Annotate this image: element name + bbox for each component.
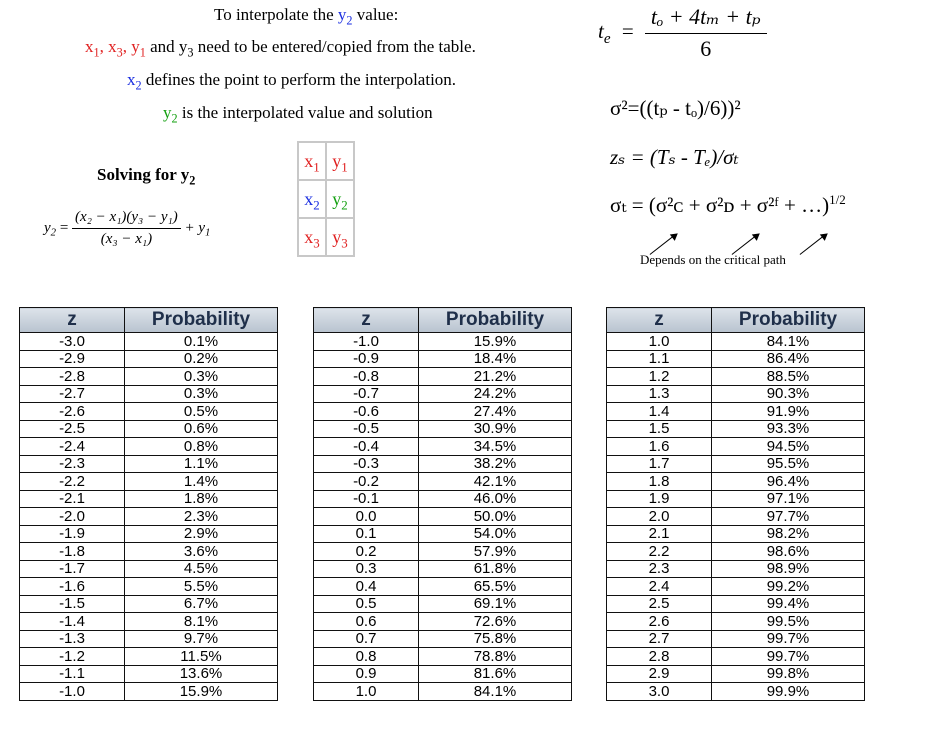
probability-cell: 75.8% — [419, 630, 572, 648]
table-row — [20, 403, 278, 421]
instruction-line-x2: $x_2$ defines the point to perform the interpolation. — [127, 70, 457, 93]
probability-cell: 0.3% — [125, 385, 278, 403]
z-cell: 0.7 — [314, 630, 419, 648]
critical-path-note: Depends on the critical path — [640, 252, 786, 267]
z-cell: -1.8 — [20, 543, 125, 561]
table-row — [607, 560, 865, 578]
table-row — [20, 648, 278, 666]
z-header: z — [314, 308, 419, 333]
table-row — [607, 333, 865, 351]
te-denominator: 6 — [700, 36, 712, 61]
formula-numerator: (x₂ − x₁)(y₃ − y₁) — [72, 209, 181, 229]
table-row — [607, 613, 865, 631]
table-row — [314, 543, 572, 561]
z-cell: -1.3 — [20, 630, 125, 648]
table-row — [607, 665, 865, 683]
table-row — [20, 683, 278, 701]
probability-cell: 4.5% — [125, 560, 278, 578]
probability-cell: 9.7% — [125, 630, 278, 648]
table-row — [607, 350, 865, 368]
probability-cell: 1.4% — [125, 473, 278, 491]
z-cell: -0.1 — [314, 490, 419, 508]
z-cell: -2.1 — [20, 490, 125, 508]
probability-cell: 84.1% — [712, 333, 865, 351]
arrowhead-icon — [670, 230, 680, 241]
table-row — [607, 630, 865, 648]
z-cell: -1.1 — [20, 665, 125, 683]
probability-cell: 99.9% — [712, 683, 865, 701]
probability-cell: 96.4% — [712, 473, 865, 491]
probability-cell: 98.9% — [712, 560, 865, 578]
z-cell: 2.0 — [607, 508, 712, 526]
z-cell: -0.8 — [314, 368, 419, 386]
z-cell: 1.8 — [607, 473, 712, 491]
table-row — [607, 543, 865, 561]
z-cell: 3.0 — [607, 683, 712, 701]
probability-cell: 99.8% — [712, 665, 865, 683]
probability-header: Probability — [125, 308, 278, 333]
table-row — [314, 403, 572, 421]
z-cell: -1.5 — [20, 595, 125, 613]
probability-cell: 50.0% — [419, 508, 572, 526]
probability-cell: 11.5% — [125, 648, 278, 666]
solving-label: Solving for $y_2$ — [97, 165, 196, 188]
table-row — [20, 490, 278, 508]
variance-formula: σ²=((tₚ - tₒ)/6))² — [610, 96, 741, 120]
table-row — [607, 683, 865, 701]
probability-cell: 93.3% — [712, 420, 865, 438]
table-row — [20, 455, 278, 473]
probability-cell: 72.6% — [419, 613, 572, 631]
z-cell: -2.7 — [20, 385, 125, 403]
table-row — [20, 578, 278, 596]
z-cell: 0.8 — [314, 648, 419, 666]
probability-cell: 98.2% — [712, 525, 865, 543]
grid-y1: $y_1$ — [326, 142, 354, 180]
z-cell: 2.7 — [607, 630, 712, 648]
instruction-line-entered: $x_1$, $x_3$, $y_1$ and $y_3$ need to be entered/copied from the table. — [85, 37, 476, 60]
probability-cell: 97.7% — [712, 508, 865, 526]
probability-cell: 3.6% — [125, 543, 278, 561]
z-cell: -2.3 — [20, 455, 125, 473]
z-table-2 — [313, 307, 572, 701]
table-row — [314, 665, 572, 683]
table-row — [607, 438, 865, 456]
probability-cell: 6.7% — [125, 595, 278, 613]
z-cell: 0.9 — [314, 665, 419, 683]
probability-cell: 0.3% — [125, 368, 278, 386]
table-row — [314, 613, 572, 631]
z-cell: 1.0 — [314, 683, 419, 701]
z-cell: -2.6 — [20, 403, 125, 421]
probability-cell: 15.9% — [125, 683, 278, 701]
table-row — [20, 525, 278, 543]
z-cell: -2.2 — [20, 473, 125, 491]
z-cell: -1.0 — [20, 683, 125, 701]
z-cell: -0.5 — [314, 420, 419, 438]
z-cell: -2.8 — [20, 368, 125, 386]
sigma-t-formula: σₜ = (σ²ᴄ + σ²ᴅ + σ²ᶠ + …)$^{1/2}$ — [610, 192, 846, 217]
probability-cell: 18.4% — [419, 350, 572, 368]
table-row — [20, 385, 278, 403]
probability-cell: 42.1% — [419, 473, 572, 491]
table-row — [607, 525, 865, 543]
probability-cell: 0.2% — [125, 350, 278, 368]
table-row — [314, 648, 572, 666]
table-row — [20, 543, 278, 561]
z-table-3 — [606, 307, 865, 701]
z-cell: 0.5 — [314, 595, 419, 613]
probability-cell: 0.8% — [125, 438, 278, 456]
z-cell: 0.2 — [314, 543, 419, 561]
table-row — [607, 368, 865, 386]
probability-cell: 57.9% — [419, 543, 572, 561]
probability-cell: 97.1% — [712, 490, 865, 508]
z-cell: -0.4 — [314, 438, 419, 456]
probability-cell: 8.1% — [125, 613, 278, 631]
z-cell: 2.4 — [607, 578, 712, 596]
probability-cell: 0.5% — [125, 403, 278, 421]
probability-cell: 69.1% — [419, 595, 572, 613]
table-row — [314, 455, 572, 473]
probability-cell: 95.5% — [712, 455, 865, 473]
probability-cell: 98.6% — [712, 543, 865, 561]
table-row — [20, 420, 278, 438]
table-row — [314, 333, 572, 351]
probability-cell: 2.3% — [125, 508, 278, 526]
z-cell: 2.5 — [607, 595, 712, 613]
table-row — [314, 630, 572, 648]
instruction-line-y2: $y_2$ is the interpolated value and solution — [163, 103, 433, 126]
probability-cell: 34.5% — [419, 438, 572, 456]
table-row — [314, 525, 572, 543]
z-cell: 0.1 — [314, 525, 419, 543]
arrowhead-icon — [752, 230, 762, 241]
probability-cell: 38.2% — [419, 455, 572, 473]
probability-cell: 1.8% — [125, 490, 278, 508]
table-row — [607, 473, 865, 491]
z-cell: 2.1 — [607, 525, 712, 543]
z-cell: 1.5 — [607, 420, 712, 438]
probability-cell: 81.6% — [419, 665, 572, 683]
table-row — [20, 368, 278, 386]
z-cell: 1.7 — [607, 455, 712, 473]
table-row — [607, 508, 865, 526]
grid-y2: $y_2$ — [326, 180, 354, 218]
te-numerator: tₒ + 4tₘ + tₚ — [645, 4, 767, 34]
z-cell: -0.2 — [314, 473, 419, 491]
z-cell: 0.6 — [314, 613, 419, 631]
grid-x3: $x_3$ — [298, 218, 326, 256]
z-cell: 1.1 — [607, 350, 712, 368]
te-formula: $t_e$ = $\frac{\text{tₒ + 4tₘ + tₚ}}{6}$ — [598, 4, 767, 62]
table-row — [607, 455, 865, 473]
table-row — [20, 350, 278, 368]
z-cell: -1.7 — [20, 560, 125, 578]
z-cell: -2.4 — [20, 438, 125, 456]
arrow-f — [800, 234, 826, 255]
z-cell: -1.0 — [314, 333, 419, 351]
probability-cell: 54.0% — [419, 525, 572, 543]
table-row — [314, 578, 572, 596]
probability-cell: 21.2% — [419, 368, 572, 386]
table-row — [314, 350, 572, 368]
table-row — [314, 560, 572, 578]
table-row — [314, 420, 572, 438]
table-row — [314, 368, 572, 386]
table-row — [20, 613, 278, 631]
probability-cell: 99.2% — [712, 578, 865, 596]
table-row — [607, 595, 865, 613]
table-row — [20, 333, 278, 351]
z-cell: -0.6 — [314, 403, 419, 421]
table-row — [607, 490, 865, 508]
z-cell: 1.9 — [607, 490, 712, 508]
table-row — [607, 403, 865, 421]
probability-cell: 99.7% — [712, 630, 865, 648]
probability-cell: 61.8% — [419, 560, 572, 578]
z-score-formula: zₛ = (Tₛ - Tₑ)/σₜ — [610, 145, 739, 169]
table-row — [314, 490, 572, 508]
table-row — [20, 560, 278, 578]
table-row — [314, 438, 572, 456]
probability-cell: 24.2% — [419, 385, 572, 403]
probability-header: Probability — [712, 308, 865, 333]
probability-cell: 90.3% — [712, 385, 865, 403]
z-cell: 2.2 — [607, 543, 712, 561]
z-cell: 1.4 — [607, 403, 712, 421]
probability-cell: 2.9% — [125, 525, 278, 543]
probability-cell: 88.5% — [712, 368, 865, 386]
z-cell: 2.3 — [607, 560, 712, 578]
probability-cell: 99.5% — [712, 613, 865, 631]
probability-cell: 65.5% — [419, 578, 572, 596]
probability-cell: 46.0% — [419, 490, 572, 508]
probability-cell: 15.9% — [419, 333, 572, 351]
arrowhead-icon — [820, 230, 830, 241]
formula-denominator: (x₃ − x₁) — [100, 231, 153, 247]
probability-header: Probability — [419, 308, 572, 333]
z-cell: -1.9 — [20, 525, 125, 543]
probability-cell: 0.6% — [125, 420, 278, 438]
grid-x1: $x_1$ — [298, 142, 326, 180]
probability-cell: 27.4% — [419, 403, 572, 421]
grid-y3: $y_3$ — [326, 218, 354, 256]
z-cell: 1.0 — [607, 333, 712, 351]
probability-cell: 91.9% — [712, 403, 865, 421]
z-cell: 0.4 — [314, 578, 419, 596]
table-row — [20, 473, 278, 491]
z-cell: -0.3 — [314, 455, 419, 473]
table-row — [607, 420, 865, 438]
z-cell: -1.4 — [20, 613, 125, 631]
z-cell: -1.2 — [20, 648, 125, 666]
z-cell: -0.9 — [314, 350, 419, 368]
table-row — [314, 385, 572, 403]
z-cell: 0.3 — [314, 560, 419, 578]
table-row — [20, 595, 278, 613]
probability-cell: 84.1% — [419, 683, 572, 701]
z-cell: 2.8 — [607, 648, 712, 666]
probability-cell: 0.1% — [125, 333, 278, 351]
z-cell: -1.6 — [20, 578, 125, 596]
z-cell: 0.0 — [314, 508, 419, 526]
table-row — [20, 438, 278, 456]
table-row — [314, 473, 572, 491]
title-var: $y_2$ — [337, 5, 353, 28]
variable-grid — [297, 141, 355, 257]
table-row — [314, 683, 572, 701]
table-row — [607, 385, 865, 403]
probability-cell: 78.8% — [419, 648, 572, 666]
instruction-title: To interpolate the $y_2$ value: — [214, 5, 399, 28]
table-row — [607, 648, 865, 666]
z-cell: -3.0 — [20, 333, 125, 351]
z-cell: 1.3 — [607, 385, 712, 403]
z-cell: -2.5 — [20, 420, 125, 438]
z-cell: 1.2 — [607, 368, 712, 386]
table-row — [20, 508, 278, 526]
table-row — [607, 578, 865, 596]
table-row — [20, 665, 278, 683]
probability-cell: 1.1% — [125, 455, 278, 473]
probability-cell: 99.4% — [712, 595, 865, 613]
probability-cell: 13.6% — [125, 665, 278, 683]
z-cell: -0.7 — [314, 385, 419, 403]
z-cell: 2.9 — [607, 665, 712, 683]
probability-cell: 5.5% — [125, 578, 278, 596]
interpolation-formula: $y_2$ = $\frac{\text{(x₂ − x₁)(y₃ − y₁)}}{\text{(x₃ − x₁)}}$ + $y_1$ — [44, 209, 211, 247]
z-cell: 1.6 — [607, 438, 712, 456]
z-cell: -2.9 — [20, 350, 125, 368]
probability-cell: 94.5% — [712, 438, 865, 456]
probability-cell: 30.9% — [419, 420, 572, 438]
formula-fraction — [72, 209, 181, 248]
table-row — [314, 595, 572, 613]
z-table-1 — [19, 307, 278, 701]
table-row — [20, 630, 278, 648]
probability-cell: 86.4% — [712, 350, 865, 368]
table-row — [314, 508, 572, 526]
z-header: z — [20, 308, 125, 333]
probability-cell: 99.7% — [712, 648, 865, 666]
grid-x2: $x_2$ — [298, 180, 326, 218]
z-header: z — [607, 308, 712, 333]
z-cell: -2.0 — [20, 508, 125, 526]
z-cell: 2.6 — [607, 613, 712, 631]
